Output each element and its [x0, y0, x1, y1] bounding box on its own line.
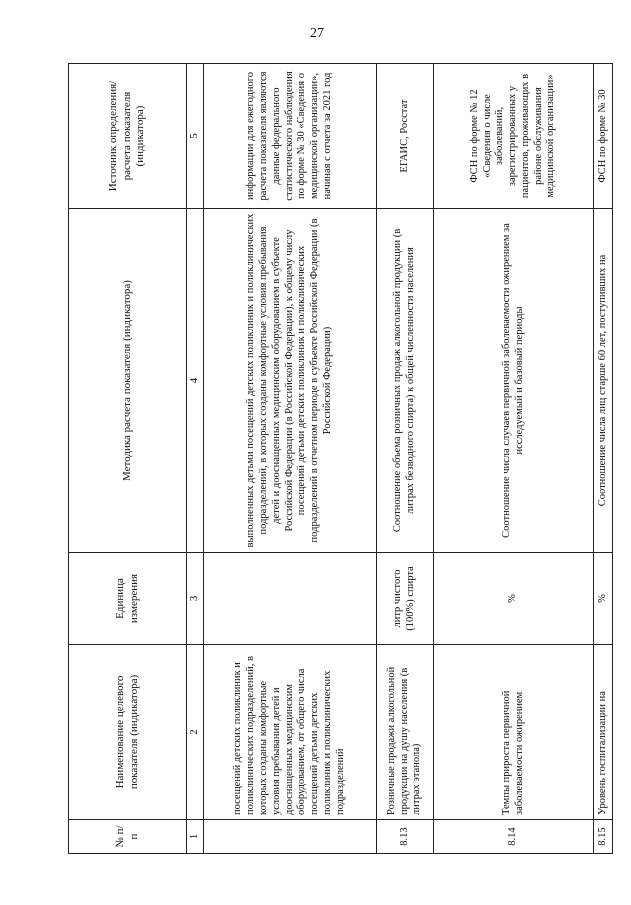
header-method: Методика расчета показателя (индикатора) [69, 209, 187, 553]
row-unit: литр чистого (100%) спирта [377, 553, 434, 645]
row-indicator-name: посещений детских поликлиник и поликлинических подразделений, в которых созданы комфортные условия пребывания детей и дооснащенных медицинским оборудованием, от общего числа посещений детьми детских поликлиник и поликлинических подразделений [204, 645, 377, 820]
row-num [204, 820, 377, 854]
table-row [377, 64, 434, 854]
row-method: Соотношение числа случаев первичной заболеваемости ожирением за исследуемый и базовый периоды [434, 209, 594, 553]
row-method: выполненных детьми посещений детских поликлиник и поликлинических подразделений, в которых созданы комфортные условия пребывания детей и дооснащенных медицинским оборудованием в субъекте Российской Федерации (в Российской Федерации), к общему числу посещений детьми детских поликлиник и поликлинических подразделений в отчетном периоде в субъекте Российской Федерации (в Российской Федерации) [204, 209, 377, 553]
header-row [69, 64, 187, 854]
column-number: 2 [187, 645, 204, 820]
table-row [434, 64, 594, 854]
rotated-table-area [68, 64, 612, 854]
header-num: № п/п [69, 820, 187, 854]
row-indicator-name: Розничные продажи алкогольной продукции на душу населения (в литрах этанола) [377, 645, 434, 820]
row-num: 8.14 [434, 820, 594, 854]
row-num: 8.15 [594, 820, 613, 854]
column-number: 4 [187, 209, 204, 553]
row-source: ФСН по форме № 12 «Сведения о числе заболеваний, зарегистрированных у пациентов, проживающих в районе обслуживания медицинской организации» [434, 64, 594, 209]
row-method: Соотношение числа лиц старше 60 лет, поступивших на [594, 209, 613, 553]
table-row [204, 64, 377, 854]
row-source: ФСН по форме № 30 [594, 64, 613, 209]
column-number-row [187, 64, 204, 854]
row-source: информации для ежегодного расчета показателя являются данные федерального статистического наблюдения по форме № 30 «Сведения о медицинской организации», начиная с отчета за 2021 год [204, 64, 377, 209]
row-indicator-name: Уровень госпитализации на [594, 645, 613, 820]
column-number: 5 [187, 64, 204, 209]
row-unit: % [434, 553, 594, 645]
column-number: 3 [187, 553, 204, 645]
table-row [594, 64, 613, 854]
row-source: ЕГАИС, Росстат [377, 64, 434, 209]
row-indicator-name: Темпы прироста первичной заболеваемости ожирением [434, 645, 594, 820]
row-unit [204, 553, 377, 645]
header-unit: Единица измерения [69, 553, 187, 645]
header-name: Наименование целевого показателя (индикатора) [69, 645, 187, 820]
indicators-table [68, 63, 613, 854]
column-number: 1 [187, 820, 204, 854]
row-num: 8.13 [377, 820, 434, 854]
row-method: Соотношение объема розничных продаж алкогольной продукции (в литрах безводного спирта) к общей численности населения [377, 209, 434, 553]
row-unit: % [594, 553, 613, 645]
page-number: 27 [310, 26, 324, 41]
header-source: Источник определения/ расчета показателя (индикатора) [69, 64, 187, 209]
